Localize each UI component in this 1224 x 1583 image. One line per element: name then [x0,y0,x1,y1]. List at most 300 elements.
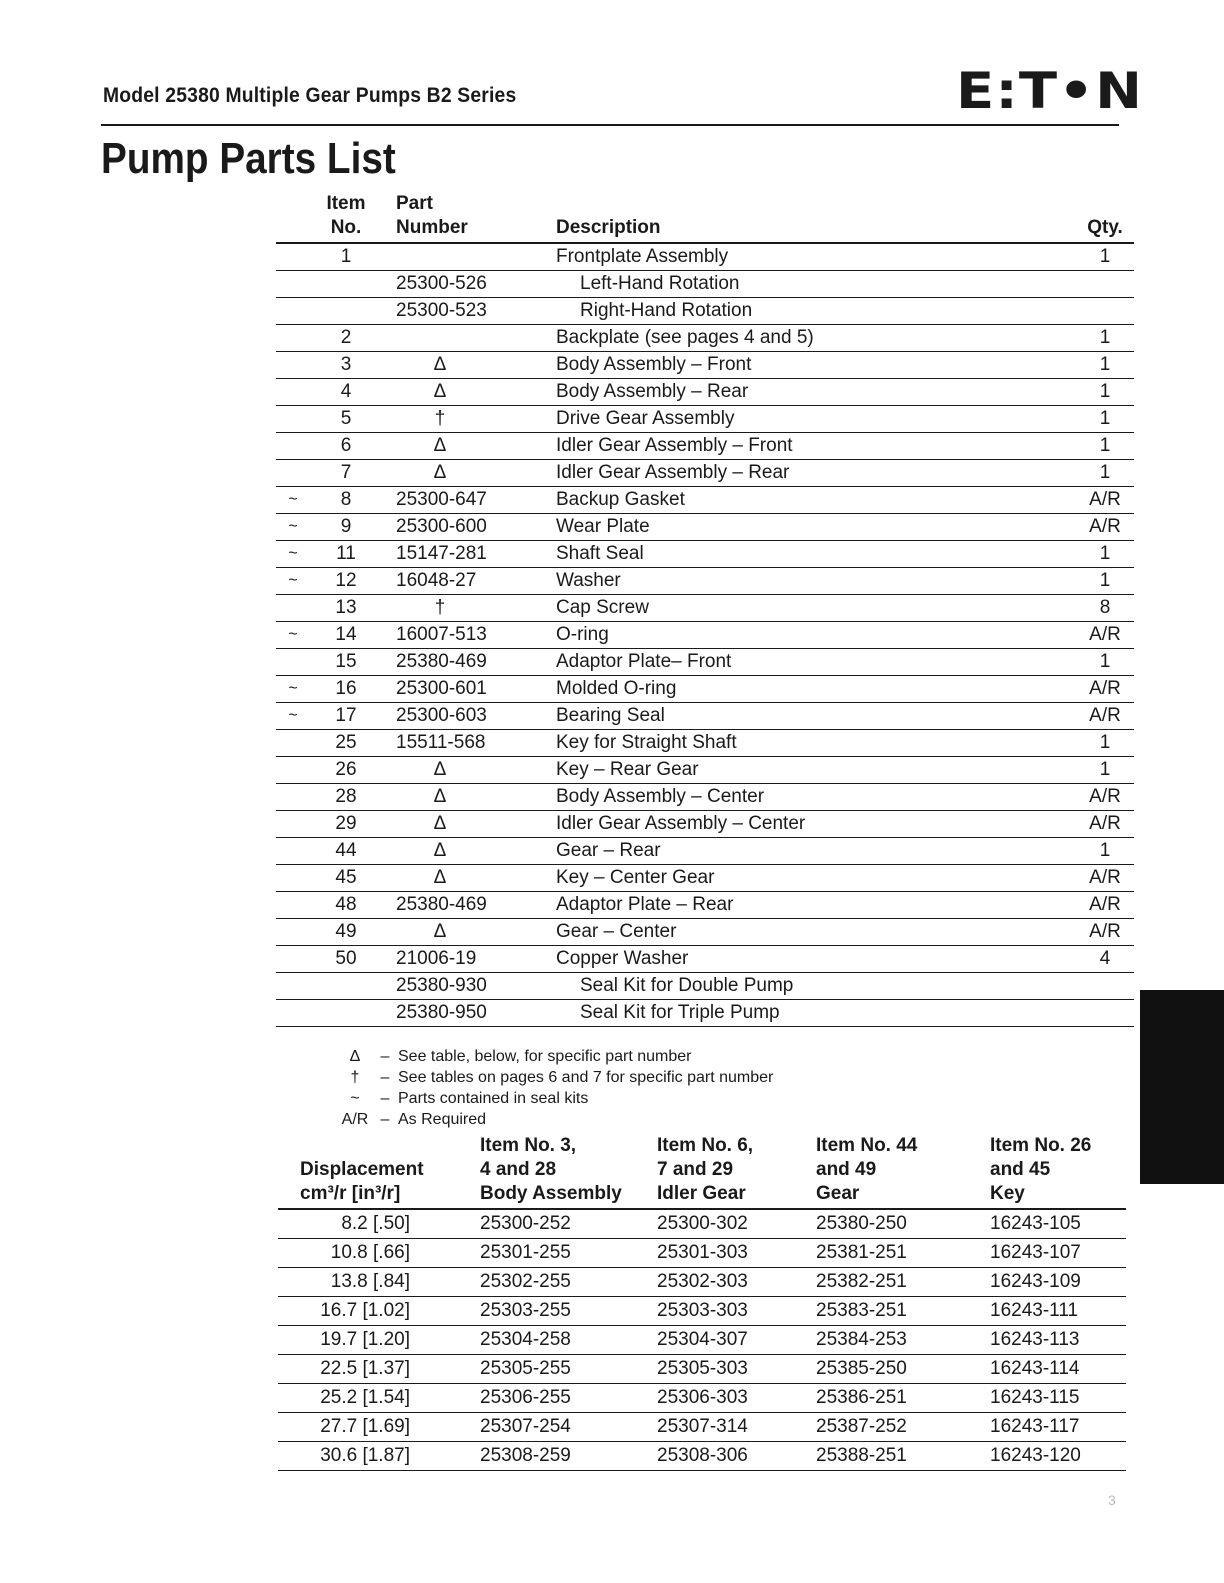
part-number-text: Δ [433,759,447,780]
quantity: A/R [1076,676,1134,703]
header-description: Description [556,192,1076,243]
description-text: Cap Screw [556,597,649,618]
part-number [382,811,556,838]
seal-kit-mark: ~ [276,514,310,541]
part-number-text: 16048-27 [396,570,477,591]
seal-kit-mark: ~ [276,622,310,649]
description [556,730,1076,757]
description-text: Washer [556,570,621,591]
item-number: 25 [310,730,382,757]
header-line: and 49 [816,1159,877,1180]
seal-kit-mark [276,352,310,379]
header-line: and 45 [990,1159,1051,1180]
description-text: Backplate (see pages 4 and 5) [556,327,814,348]
displacement-cell: 8.2 [.50] [278,1209,480,1239]
description [556,865,1076,892]
legend-item [338,1109,773,1130]
parts-row [276,352,1134,379]
item-number: 8 [310,487,382,514]
header-title: Model 25380 Multiple Gear Pumps B2 Series [103,84,517,107]
description [556,298,1076,325]
part-number [382,946,556,973]
legend-item [338,1046,773,1067]
parts-row [276,271,1134,298]
header-mark [276,192,310,243]
description-text: Body Assembly – Center [556,786,765,807]
header-line: Item No. 26 [990,1135,1092,1156]
description-text: Right-Hand Rotation [580,300,753,321]
parts-row [276,811,1134,838]
key-cell: 16243-107 [990,1239,1126,1268]
header-line: Item No. 3, [480,1135,577,1156]
parts-row [276,703,1134,730]
quantity: 1 [1076,379,1134,406]
legend-text: See table, below, for specific part number [398,1048,692,1065]
part-number-text: 25300-600 [396,516,487,537]
legend-symbol: A/R [341,1111,369,1128]
header-qty: Qty. [1076,192,1134,243]
item-number [310,271,382,298]
header-item-bottom: No. [330,217,362,238]
item-number: 26 [310,757,382,784]
part-number [382,568,556,595]
key-cell: 16243-111 [990,1297,1126,1326]
displacement-cell: 13.8 [.84] [278,1268,480,1297]
parts-row [276,1000,1134,1027]
displacement-table-header [278,1134,1126,1209]
item-number [310,973,382,1000]
description [556,649,1076,676]
description [556,838,1076,865]
seal-kit-mark [276,811,310,838]
quantity: 1 [1076,568,1134,595]
description-text: Idler Gear Assembly – Center [556,813,806,834]
part-number [382,379,556,406]
idler-gear-cell: 25307-314 [657,1413,816,1442]
description [556,541,1076,568]
gear-cell: 25382-251 [816,1268,990,1297]
seal-kit-mark [276,865,310,892]
item-number: 11 [310,541,382,568]
displacement-cell: 22.5 [1.37] [278,1355,480,1384]
description-text: Shaft Seal [556,543,644,564]
description [556,325,1076,352]
item-number: 6 [310,433,382,460]
part-number [382,649,556,676]
item-number [310,298,382,325]
description-text: Body Assembly – Rear [556,381,749,402]
quantity: 1 [1076,460,1134,487]
body-assembly-cell: 25307-254 [480,1413,657,1442]
header-line: Gear [816,1183,860,1204]
parts-table-header [276,192,1134,243]
quantity: A/R [1076,514,1134,541]
item-number: 12 [310,568,382,595]
quantity: 8 [1076,595,1134,622]
part-number-text: Δ [433,840,447,861]
part-number [382,460,556,487]
item-number: 15 [310,649,382,676]
seal-kit-mark [276,730,310,757]
seal-kit-mark: ~ [276,568,310,595]
header-part-bottom: Number [396,217,468,238]
quantity: 1 [1076,730,1134,757]
legend-text: As Required [398,1111,487,1128]
header-key [990,1134,1126,1209]
part-number [382,352,556,379]
header-gear [816,1134,990,1209]
description [556,460,1076,487]
part-number [382,433,556,460]
gear-cell: 25386-251 [816,1384,990,1413]
parts-row [276,541,1134,568]
seal-kit-mark [276,757,310,784]
body-assembly-cell: 25300-252 [480,1209,657,1239]
description-text: O-ring [556,624,609,645]
seal-kit-mark [276,919,310,946]
key-cell: 16243-117 [990,1413,1126,1442]
part-number [382,838,556,865]
legend-dash: – [380,1048,390,1065]
item-number: 3 [310,352,382,379]
part-number-text: 25300-603 [396,705,487,726]
description [556,811,1076,838]
item-number: 44 [310,838,382,865]
quantity: 4 [1076,946,1134,973]
parts-row [276,730,1134,757]
description [556,919,1076,946]
description [556,271,1076,298]
seal-kit-mark: ~ [276,703,310,730]
body-assembly-cell: 25302-255 [480,1268,657,1297]
description-text: Gear – Center [556,921,677,942]
description-text: Idler Gear Assembly – Rear [556,462,790,483]
part-number-text: 15147-281 [396,543,487,564]
quantity [1076,271,1134,298]
part-number [382,325,556,352]
description-text: Left-Hand Rotation [580,273,740,294]
seal-kit-mark [276,946,310,973]
description-text: Frontplate Assembly [556,246,729,267]
displacement-row [278,1442,1126,1471]
part-number [382,514,556,541]
description-text: Adaptor Plate – Rear [556,894,734,915]
key-cell: 16243-114 [990,1355,1126,1384]
quantity: A/R [1076,784,1134,811]
seal-kit-mark [276,271,310,298]
idler-gear-cell: 25300-302 [657,1209,816,1239]
legend-symbol: † [350,1069,360,1086]
parts-row [276,379,1134,406]
header-line: 4 and 28 [480,1159,557,1180]
key-cell: 16243-113 [990,1326,1126,1355]
gear-cell: 25385-250 [816,1355,990,1384]
seal-kit-mark [276,433,310,460]
quantity: 1 [1076,352,1134,379]
item-number: 28 [310,784,382,811]
page-number: 3 [1108,1492,1116,1508]
description-text: Seal Kit for Triple Pump [580,1002,780,1023]
quantity: 1 [1076,649,1134,676]
legend-dash: – [380,1090,390,1107]
parts-row [276,514,1134,541]
quantity [1076,973,1134,1000]
header-line: Body Assembly [480,1183,622,1204]
description [556,379,1076,406]
seal-kit-mark [276,325,310,352]
parts-row [276,919,1134,946]
item-number: 9 [310,514,382,541]
part-number-text: Δ [433,786,447,807]
item-number: 13 [310,595,382,622]
description-text: Backup Gasket [556,489,685,510]
quantity [1076,1000,1134,1027]
item-number: 2 [310,325,382,352]
parts-row [276,784,1134,811]
part-number [382,487,556,514]
parts-row [276,973,1134,1000]
key-cell: 16243-120 [990,1442,1126,1471]
gear-cell: 25388-251 [816,1442,990,1471]
item-number: 49 [310,919,382,946]
part-number-text: Δ [433,354,447,375]
item-number: 7 [310,460,382,487]
parts-table-body [276,243,1134,1027]
displacement-table [278,1134,1126,1471]
displacement-row [278,1239,1126,1268]
part-number-text: 25380-930 [396,975,487,996]
header-part [382,192,556,243]
parts-row [276,865,1134,892]
parts-row [276,325,1134,352]
description [556,595,1076,622]
description [556,892,1076,919]
part-number-text: 25380-469 [396,894,487,915]
header-item [310,192,382,243]
legend-symbol: Δ [349,1048,361,1065]
idler-gear-cell: 25301-303 [657,1239,816,1268]
header-line: 7 and 29 [657,1159,734,1180]
item-number: 45 [310,865,382,892]
seal-kit-mark: ~ [276,676,310,703]
gear-cell: 25384-253 [816,1326,990,1355]
seal-kit-mark: ~ [276,487,310,514]
quantity: 1 [1076,325,1134,352]
item-number: 5 [310,406,382,433]
displacement-cell: 16.7 [1.02] [278,1297,480,1326]
idler-gear-cell: 25302-303 [657,1268,816,1297]
part-number [382,622,556,649]
seal-kit-mark [276,892,310,919]
part-number [382,541,556,568]
parts-row [276,595,1134,622]
header-line: Item No. 6, [657,1135,754,1156]
idler-gear-cell: 25304-307 [657,1326,816,1355]
description-text: Gear – Rear [556,840,661,861]
description [556,946,1076,973]
description-text: Molded O-ring [556,678,677,699]
part-number [382,406,556,433]
item-number: 4 [310,379,382,406]
displacement-cell: 19.7 [1.20] [278,1326,480,1355]
parts-row [276,622,1134,649]
parts-row [276,946,1134,973]
legend [338,1046,773,1130]
body-assembly-cell: 25303-255 [480,1297,657,1326]
displacement-row [278,1355,1126,1384]
description [556,676,1076,703]
header-body-assembly [480,1134,657,1209]
side-tab-marker [1140,990,1224,1184]
body-assembly-cell: 25306-255 [480,1384,657,1413]
idler-gear-cell: 25305-303 [657,1355,816,1384]
header-line: cm³/r [in³/r] [300,1183,401,1204]
part-number-text: Δ [433,921,447,942]
quantity: A/R [1076,487,1134,514]
seal-kit-mark [276,649,310,676]
part-number-text: 25300-601 [396,678,487,699]
quantity: 1 [1076,243,1134,271]
description [556,352,1076,379]
description-text: Bearing Seal [556,705,665,726]
part-number-text: 25300-523 [396,300,487,321]
header-rule [101,124,1119,126]
header-idler-gear [657,1134,816,1209]
legend-dash: – [380,1111,390,1128]
seal-kit-mark [276,1000,310,1027]
seal-kit-mark: ~ [276,541,310,568]
part-number-text: Δ [433,462,447,483]
part-number [382,784,556,811]
part-number-text: Δ [433,381,447,402]
body-assembly-cell: 25308-259 [480,1442,657,1471]
legend-dash: – [380,1069,390,1086]
item-number [310,1000,382,1027]
legend-text: Parts contained in seal kits [398,1090,589,1107]
idler-gear-cell: 25306-303 [657,1384,816,1413]
description-text: Drive Gear Assembly [556,408,735,429]
seal-kit-mark [276,379,310,406]
parts-row [276,243,1134,271]
description-text: Adaptor Plate– Front [556,651,732,672]
description [556,406,1076,433]
seal-kit-mark [276,298,310,325]
displacement-row [278,1384,1126,1413]
quantity: 1 [1076,838,1134,865]
gear-cell: 25387-252 [816,1413,990,1442]
seal-kit-mark [276,406,310,433]
part-number-text: 16007-513 [396,624,487,645]
displacement-row [278,1413,1126,1442]
part-number [382,730,556,757]
description-text: Copper Washer [556,948,689,969]
legend-text: See tables on pages 6 and 7 for specific part number [398,1069,774,1086]
description [556,487,1076,514]
displacement-row [278,1326,1126,1355]
parts-row [276,757,1134,784]
part-number [382,243,556,271]
parts-row [276,433,1134,460]
description [556,757,1076,784]
quantity: A/R [1076,811,1134,838]
item-number: 50 [310,946,382,973]
displacement-row [278,1268,1126,1297]
part-number-text: Δ [433,813,447,834]
parts-row [276,676,1134,703]
part-number [382,676,556,703]
description-text: Body Assembly – Front [556,354,752,375]
parts-table [276,192,1134,1027]
item-number: 29 [310,811,382,838]
description [556,568,1076,595]
part-number-text: Δ [433,435,447,456]
parts-row [276,406,1134,433]
description [556,1000,1076,1027]
quantity: A/R [1076,892,1134,919]
key-cell: 16243-105 [990,1209,1126,1239]
seal-kit-mark [276,595,310,622]
quantity: A/R [1076,919,1134,946]
parts-row [276,838,1134,865]
part-number [382,703,556,730]
description-text: Seal Kit for Double Pump [580,975,794,996]
idler-gear-cell: 25303-303 [657,1297,816,1326]
description-text: Key – Center Gear [556,867,715,888]
body-assembly-cell: 25301-255 [480,1239,657,1268]
seal-kit-mark [276,838,310,865]
quantity [1076,298,1134,325]
item-number: 14 [310,622,382,649]
body-assembly-cell: 25305-255 [480,1355,657,1384]
part-number [382,892,556,919]
seal-kit-mark [276,973,310,1000]
header-part-top: Part [396,193,433,214]
description-text: Key – Rear Gear [556,759,699,780]
description [556,514,1076,541]
key-cell: 16243-115 [990,1384,1126,1413]
part-number [382,1000,556,1027]
description [556,973,1076,1000]
quantity: 1 [1076,433,1134,460]
eaton-logo: E:T•N [956,62,1144,120]
part-number-text: 25300-526 [396,273,487,294]
item-number: 1 [310,243,382,271]
legend-symbol: ~ [350,1090,360,1107]
legend-item [338,1088,773,1109]
part-number-text: 21006-19 [396,948,477,969]
seal-kit-mark [276,460,310,487]
description [556,622,1076,649]
legend-item [338,1067,773,1088]
part-number-text: 25380-469 [396,651,487,672]
gear-cell: 25381-251 [816,1239,990,1268]
displacement-cell: 27.7 [1.69] [278,1413,480,1442]
quantity: 1 [1076,406,1134,433]
parts-row [276,568,1134,595]
part-number-text: 25300-647 [396,489,487,510]
parts-row [276,298,1134,325]
part-number [382,595,556,622]
description-text: Idler Gear Assembly – Front [556,435,793,456]
description-text: Key for Straight Shaft [556,732,737,753]
parts-row [276,892,1134,919]
displacement-row [278,1297,1126,1326]
header-line: Item No. 44 [816,1135,918,1156]
seal-kit-mark [276,243,310,271]
quantity: 1 [1076,541,1134,568]
part-number [382,298,556,325]
description [556,243,1076,271]
